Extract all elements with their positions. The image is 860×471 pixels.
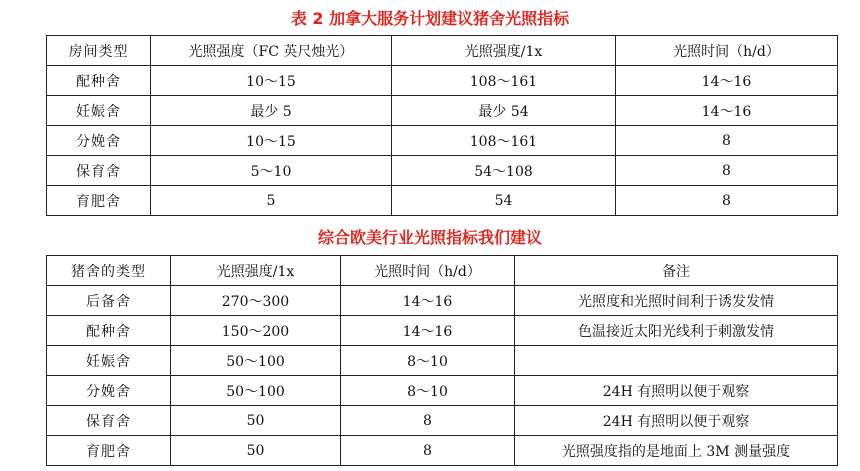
table-row <box>47 346 838 376</box>
column-header: 光照时间（h/d） <box>341 256 515 286</box>
table-cell: 8～10 <box>341 346 515 376</box>
lighting-table-recommended <box>46 255 838 466</box>
lighting-table-canada <box>46 35 838 216</box>
table-cell: 配种舍 <box>47 316 171 346</box>
table-cell: 分娩舍 <box>47 376 171 406</box>
table-row <box>47 436 838 466</box>
table-cell: 妊娠舍 <box>47 346 171 376</box>
table-cell: 150～200 <box>171 316 341 346</box>
table-header-row <box>47 36 838 66</box>
table-header-row <box>47 256 838 286</box>
column-header: 光照强度/1x <box>392 36 616 66</box>
table-cell: 8 <box>616 186 838 216</box>
table-row <box>47 286 838 316</box>
table-cell: 10～15 <box>151 66 392 96</box>
table-cell: 最少 5 <box>151 96 392 126</box>
table-cell: 5～10 <box>151 156 392 186</box>
table-row <box>47 316 838 346</box>
table-cell: 保育舍 <box>47 156 151 186</box>
table-row <box>47 126 838 156</box>
table-cell: 光照度和光照时间利于诱发发情 <box>515 286 838 316</box>
table-row <box>47 406 838 436</box>
table-cell: 配种舍 <box>47 66 151 96</box>
table-cell: 最少 54 <box>392 96 616 126</box>
table-cell: 8 <box>341 406 515 436</box>
table-cell: 8 <box>616 126 838 156</box>
table-cell: 育肥舍 <box>47 436 171 466</box>
table-cell: 后备舍 <box>47 286 171 316</box>
table-cell: 108～161 <box>392 66 616 96</box>
table-cell: 妊娠舍 <box>47 96 151 126</box>
column-header: 光照强度/1x <box>171 256 341 286</box>
table-cell: 14～16 <box>341 316 515 346</box>
table-row <box>47 66 838 96</box>
table-cell: 分娩舍 <box>47 126 151 156</box>
table-cell <box>515 346 838 376</box>
table-cell: 24H 有照明以便于观察 <box>515 376 838 406</box>
table-cell: 色温接近太阳光线利于刺激发情 <box>515 316 838 346</box>
table-cell: 光照强度指的是地面上 3M 测量强度 <box>515 436 838 466</box>
table-cell: 50～100 <box>171 376 341 406</box>
column-header: 备注 <box>515 256 838 286</box>
table-cell: 54～108 <box>392 156 616 186</box>
table-row <box>47 156 838 186</box>
table1-title: 表 2 加拿大服务计划建议猪舍光照指标 <box>290 9 570 28</box>
column-header: 光照时间（h/d） <box>616 36 838 66</box>
table-cell: 8～10 <box>341 376 515 406</box>
table-cell: 54 <box>392 186 616 216</box>
table-cell: 育肥舍 <box>47 186 151 216</box>
table-cell: 14～16 <box>616 96 838 126</box>
table-row <box>47 186 838 216</box>
table-cell: 50 <box>171 406 341 436</box>
table-cell: 5 <box>151 186 392 216</box>
table-cell: 14～16 <box>341 286 515 316</box>
table-cell: 24H 有照明以便于观察 <box>515 406 838 436</box>
table-row <box>47 376 838 406</box>
table-cell: 108～161 <box>392 126 616 156</box>
table-cell: 14～16 <box>616 66 838 96</box>
column-header: 光照强度（FC 英尺烛光） <box>151 36 392 66</box>
column-header: 房间类型 <box>47 36 151 66</box>
table-cell: 8 <box>616 156 838 186</box>
column-header: 猪舍的类型 <box>47 256 171 286</box>
table2-title: 综合欧美行业光照指标我们建议 <box>317 228 542 247</box>
table-cell: 8 <box>341 436 515 466</box>
table-cell: 10～15 <box>151 126 392 156</box>
table-cell: 保育舍 <box>47 406 171 436</box>
table-cell: 50～100 <box>171 346 341 376</box>
table-row <box>47 96 838 126</box>
table-cell: 270～300 <box>171 286 341 316</box>
table-cell: 50 <box>171 436 341 466</box>
